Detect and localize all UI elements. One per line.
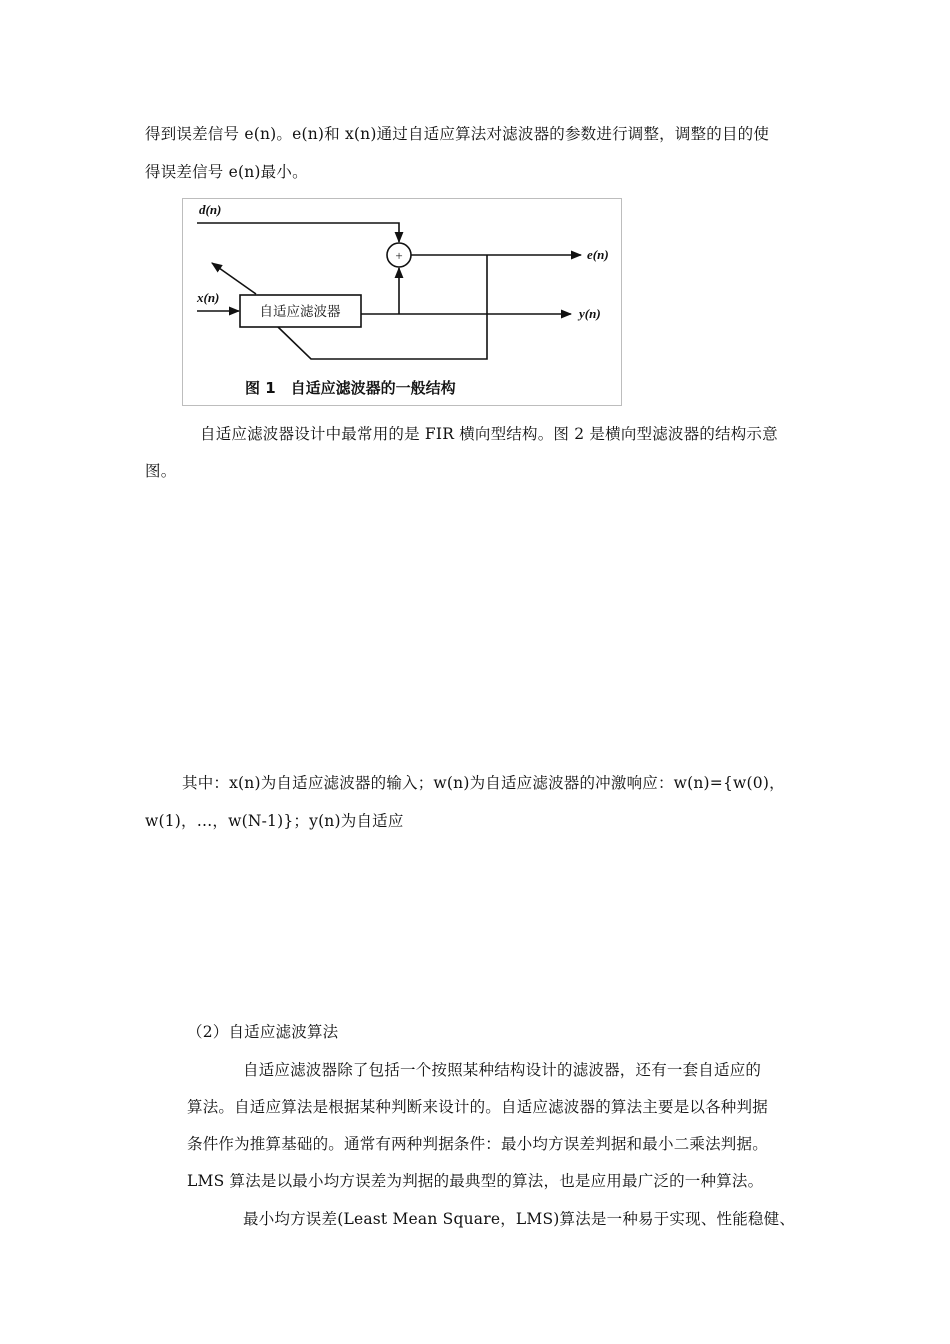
label-e: e(n) [587, 247, 609, 262]
label-d: d(n) [199, 202, 222, 217]
section-p2-line1: 最小均方误差(Least Mean Square，LMS)算法是一种易于实现、性能稳健、 [243, 1210, 796, 1228]
paragraph3-line1: 其中：x(n)为自适应滤波器的输入；w(n)为自适应滤波器的冲激响应：w(n)={w(0)， [182, 774, 785, 792]
figure-1-adaptive-filter-diagram [182, 198, 622, 406]
paragraph3-line2: w(1)，…，w(N-1)}；y(n)为自适应 [145, 812, 404, 830]
paragraph1-line1: 得到误差信号 e(n)。e(n)和 x(n)通过自适应算法对滤波器的参数进行调整，调整的目的使 [145, 125, 770, 143]
adder-symbol: + [395, 248, 403, 263]
section-p1-line4: LMS 算法是以最小均方误差为判据的最典型的算法，也是应用最广泛的一种算法。 [187, 1172, 764, 1190]
section-p1-line2: 算法。自适应算法是根据某种判断来设计的。自适应滤波器的算法主要是以各种判据 [187, 1098, 768, 1116]
paragraph2-line1: 自适应滤波器设计中最常用的是 FIR 横向型结构。图 2 是横向型滤波器的结构示意 [200, 425, 778, 443]
paragraph2-line2: 图。 [145, 462, 177, 480]
d-signal-line [197, 223, 399, 242]
section-heading: （2）自适应滤波算法 [187, 1023, 339, 1041]
paragraph1-line2: 得误差信号 e(n)最小。 [145, 163, 308, 181]
label-y: y(n) [579, 306, 601, 321]
section-p1-line1: 自适应滤波器除了包括一个按照某种结构设计的滤波器，还有一套自适应的 [243, 1061, 762, 1079]
filter-box-label: 自适应滤波器 [259, 304, 341, 320]
label-x: x(n) [197, 290, 220, 305]
figure-caption: 图 1 自适应滤波器的一般结构 [245, 379, 456, 397]
section-p1-line3: 条件作为推算基础的。通常有两种判据条件：最小均方误差判据和最小二乘法判据。 [187, 1135, 768, 1153]
